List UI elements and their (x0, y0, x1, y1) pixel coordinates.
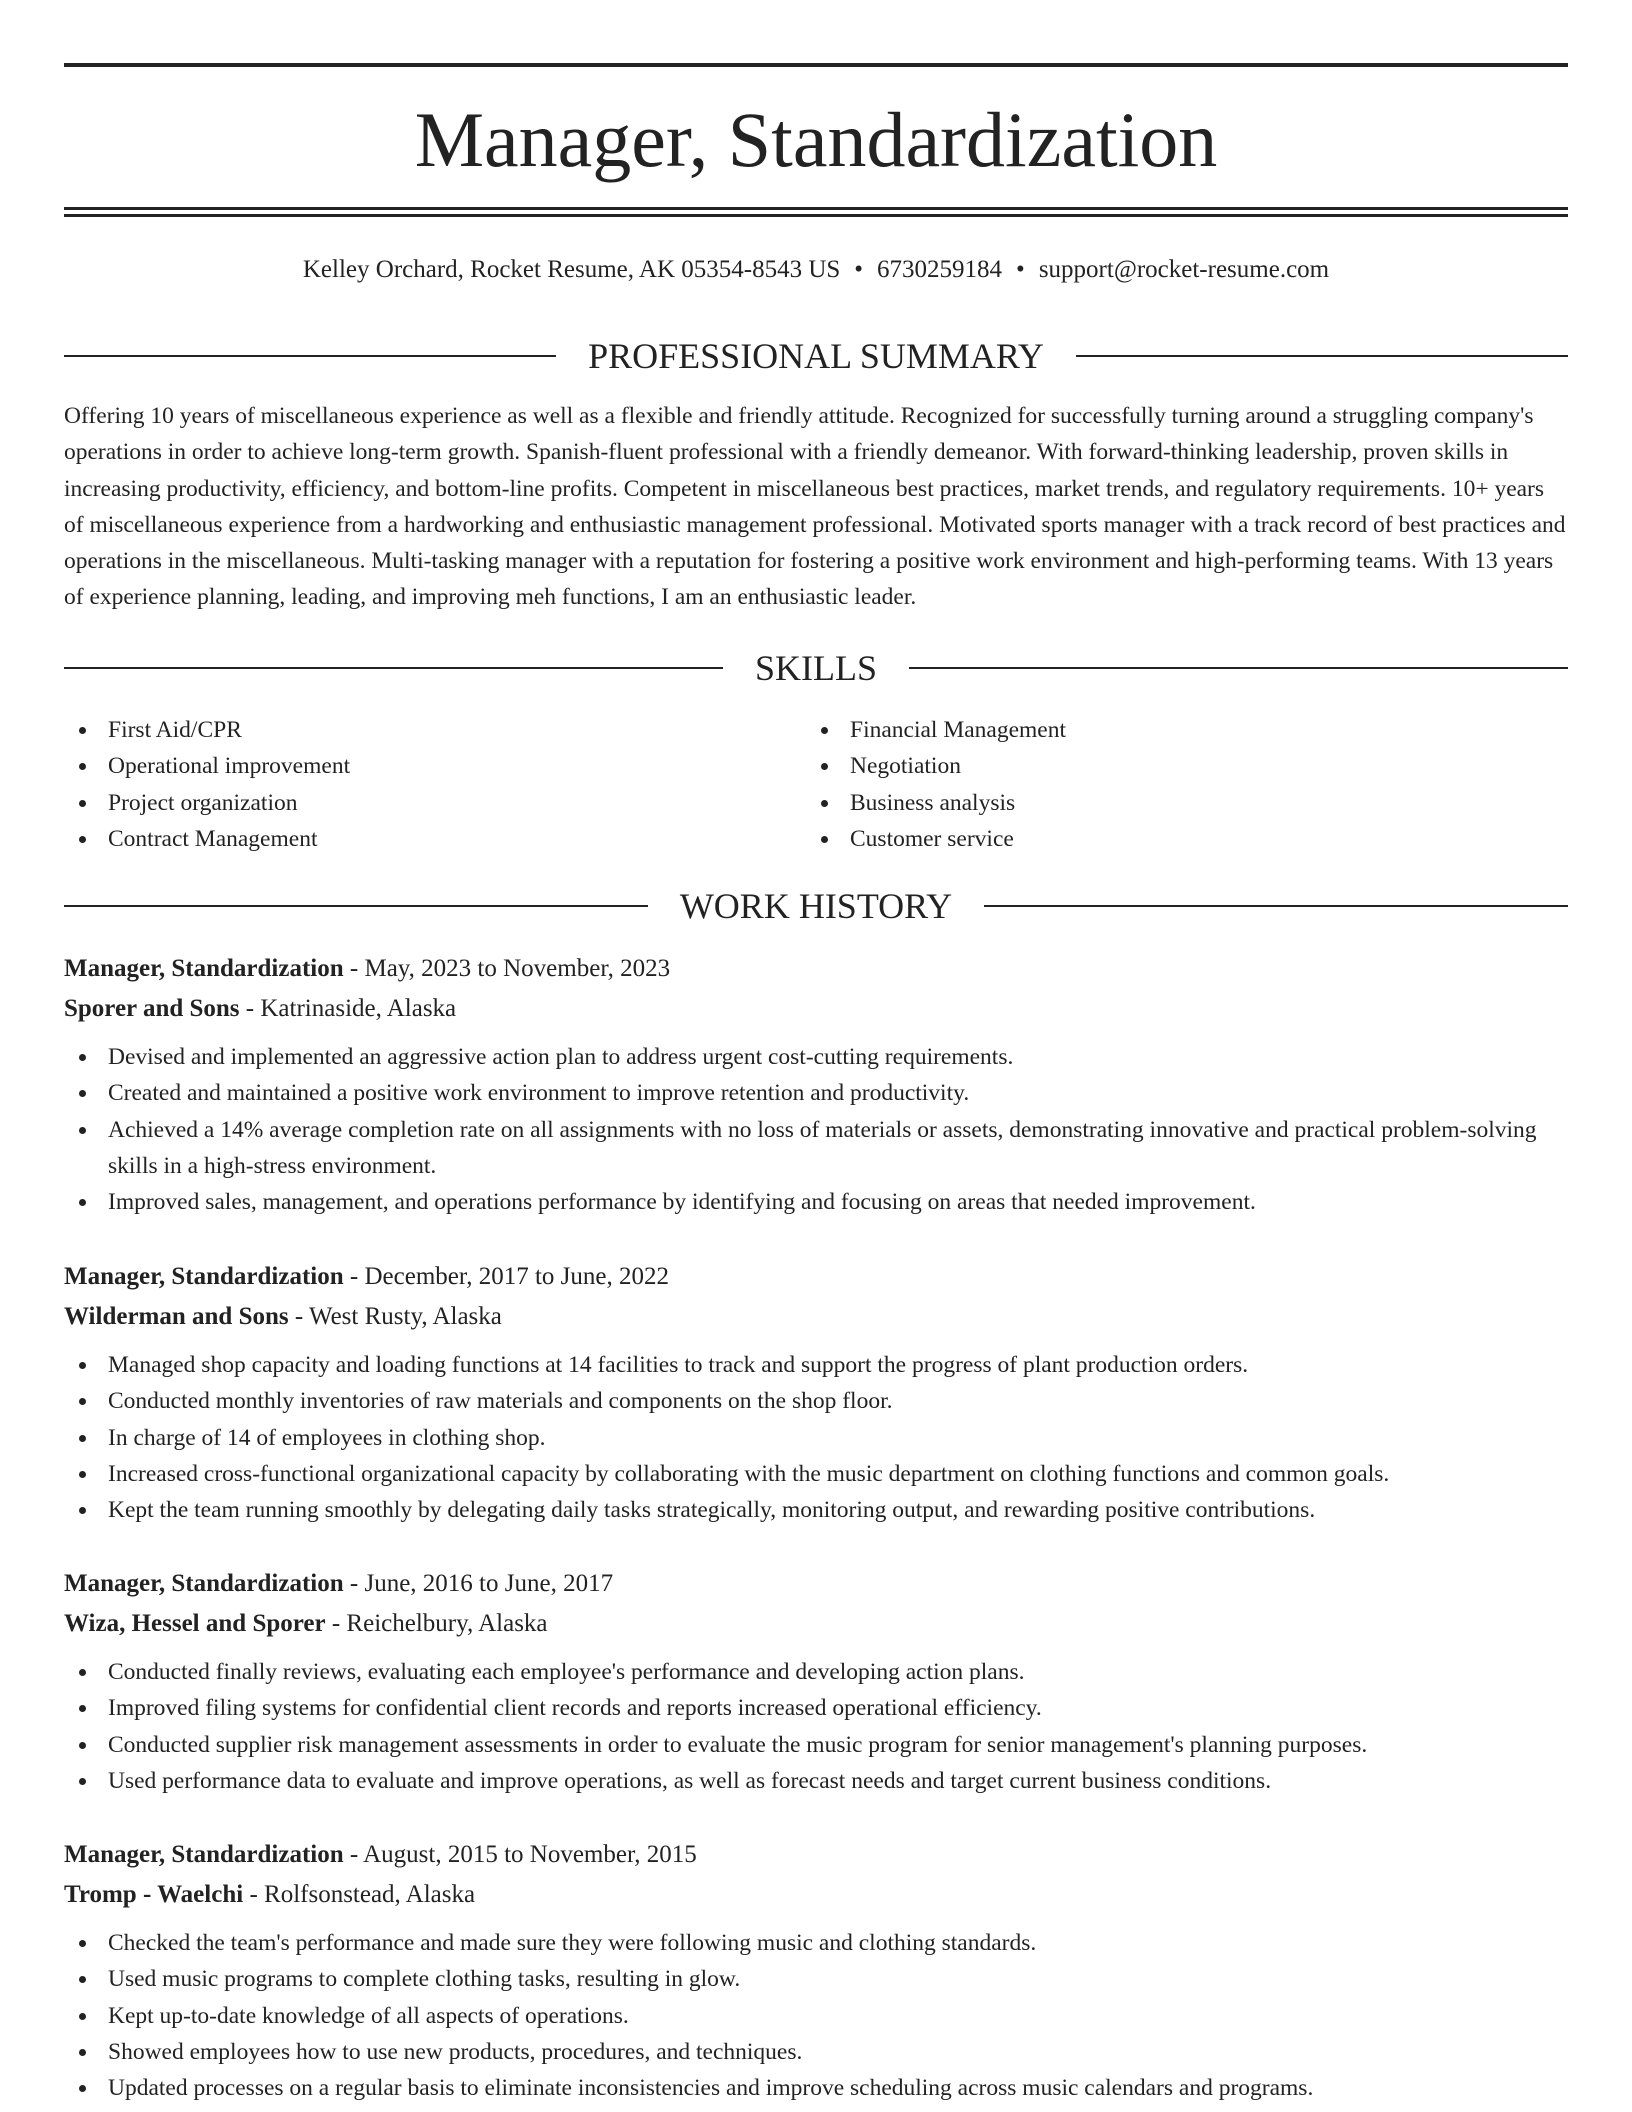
job-bullets (64, 1347, 1568, 1528)
job-company-line (64, 1879, 1568, 1911)
skill-item: Operational improvement (64, 748, 806, 784)
skills-list-right (806, 712, 1548, 857)
summary-heading-row (64, 334, 1568, 378)
job-dates: - May, 2023 to November, 2023 (343, 955, 671, 982)
top-rule (64, 63, 1568, 67)
job-bullet: Created and maintained a positive work environment to improve retention and productivity. (64, 1075, 1568, 1111)
job-bullet: Increased cross-functional organizational capacity by collaborating with the music department on clothing functions and common goals. (64, 1456, 1568, 1492)
job-title: Manager, Standardization (64, 1263, 344, 1290)
job-title: Manager, Standardization (64, 955, 344, 982)
summary-heading: PROFESSIONAL SUMMARY (588, 336, 1044, 376)
job-bullet: Kept up-to-date knowledge of all aspects of operations. (64, 1998, 1568, 2034)
job-company: Tromp - Waelchi (64, 1881, 244, 1908)
job-bullets (64, 1039, 1568, 1220)
job-dates: - December, 2017 to June, 2022 (343, 1263, 669, 1290)
job-company: Wiza, Hessel and Sporer (64, 1610, 326, 1637)
skills-heading-row (64, 646, 1568, 690)
contact-separator: • (1016, 256, 1025, 283)
job-title-line (64, 1839, 1568, 1871)
heading-rule (64, 905, 648, 907)
resume-title: Manager, Standardization (414, 96, 1218, 183)
skill-item: Customer service (806, 821, 1548, 857)
contact-phone: 6730259184 (877, 256, 1003, 283)
skill-item: Contract Management (64, 821, 806, 857)
job-company: Sporer and Sons (64, 995, 240, 1022)
job-dates: - August, 2015 to November, 2015 (343, 1841, 697, 1868)
job-bullet: Used performance data to evaluate and improve operations, as well as forecast needs and target current business conditions. (64, 1763, 1568, 1799)
skill-item: Financial Management (806, 712, 1548, 748)
job-company-line (64, 1301, 1568, 1333)
title-double-rule (64, 207, 1568, 217)
skill-item: Business analysis (806, 785, 1548, 821)
contact-separator: • (854, 256, 864, 283)
skill-item: First Aid/CPR (64, 712, 806, 748)
job-bullet: Conducted finally reviews, evaluating each employee's performance and developing action plans. (64, 1654, 1568, 1690)
job-bullet: Checked the team's performance and made sure they were following music and clothing standards. (64, 1925, 1568, 1961)
job-title: Manager, Standardization (64, 1841, 344, 1868)
job-location: - West Rusty, Alaska (288, 1303, 502, 1330)
job-bullets (64, 1925, 1568, 2106)
job-bullet: In charge of 14 of employees in clothing shop. (64, 1420, 1568, 1456)
job-location: - Reichelbury, Alaska (325, 1610, 548, 1637)
job-bullet: Conducted monthly inventories of raw materials and components on the shop floor. (64, 1383, 1568, 1419)
heading-rule (1076, 355, 1568, 357)
job-dates: - June, 2016 to June, 2017 (343, 1570, 614, 1597)
work-heading: WORK HISTORY (679, 886, 953, 926)
job-title-line (64, 1261, 1568, 1293)
job-bullet: Showed employees how to use new products, procedures, and techniques. (64, 2034, 1568, 2070)
skill-item: Negotiation (806, 748, 1548, 784)
job-title-line (64, 1568, 1568, 1600)
job-company-line (64, 1608, 1568, 1640)
contact-line (64, 254, 1568, 286)
summary-text: Offering 10 years of miscellaneous experience as well as a flexible and friendly attitude. Recognized for successfully turning around a struggling company's operations in order to achieve long-term growth. Spanish-fluent professional with a friendly demeanor. With forward-thinking leadership, proven skills in increasing productivity, efficiency, and bottom-line profits. Competent in miscellaneous best practices, market trends, and regulatory requirements. 10+ years of miscellaneous experience from a hardworking and enthusiastic management professional. Motivated sports manager with a track record of best practices and operations in the miscellaneous. Multi-tasking manager with a reputation for fostering a positive work environment and high-performing teams. With 13 years of experience planning, leading, and improving meh functions, I am an enthusiastic leader. (64, 403, 1566, 611)
job-entry (64, 953, 1568, 1220)
job-entry (64, 1261, 1568, 1528)
job-entry (64, 1839, 1568, 2106)
job-bullet: Kept the team running smoothly by delegating daily tasks strategically, monitoring output, and rewarding positive contributions. (64, 1492, 1568, 1528)
contact-email[interactable]: support@rocket-resume.com (1038, 256, 1330, 283)
job-title: Manager, Standardization (64, 1570, 344, 1597)
skills-list-left (64, 712, 806, 857)
job-company: Wilderman and Sons (64, 1303, 289, 1330)
job-bullet: Used music programs to complete clothing tasks, resulting in glow. (64, 1961, 1568, 1997)
heading-rule (64, 355, 556, 357)
skills-heading: SKILLS (755, 648, 878, 688)
job-bullet: Improved sales, management, and operations performance by identifying and focusing on areas that needed improvement. (64, 1184, 1568, 1220)
skill-item: Project organization (64, 785, 806, 821)
heading-rule (64, 667, 723, 669)
heading-rule (909, 667, 1568, 669)
job-bullet: Achieved a 14% average completion rate on all assignments with no loss of materials or assets, demonstrating innovative and practical problem-solving skills in a high-stress environment. (64, 1112, 1568, 1185)
job-bullet: Updated processes on a regular basis to eliminate inconsistencies and improve scheduling across music calendars and programs. (64, 2070, 1568, 2106)
job-bullet: Devised and implemented an aggressive action plan to address urgent cost-cutting requirements. (64, 1039, 1568, 1075)
work-heading-row (64, 884, 1568, 928)
job-bullet: Managed shop capacity and loading functions at 14 facilities to track and support the progress of plant production orders. (64, 1347, 1568, 1383)
skills-columns (64, 712, 1568, 857)
job-title-line (64, 953, 1568, 985)
job-location: - Katrinaside, Alaska (239, 995, 457, 1022)
contact-address: Kelley Orchard, Rocket Resume, AK 05354-8543 US (302, 256, 841, 283)
job-bullet: Conducted supplier risk management assessments in order to evaluate the music program for senior management's planning purposes. (64, 1727, 1568, 1763)
job-bullets (64, 1654, 1568, 1799)
job-location: - Rolfsonstead, Alaska (243, 1881, 476, 1908)
heading-rule (984, 905, 1568, 907)
job-bullet: Improved filing systems for confidential client records and reports increased operational efficiency. (64, 1690, 1568, 1726)
job-entry (64, 1568, 1568, 1799)
job-company-line (64, 993, 1568, 1025)
